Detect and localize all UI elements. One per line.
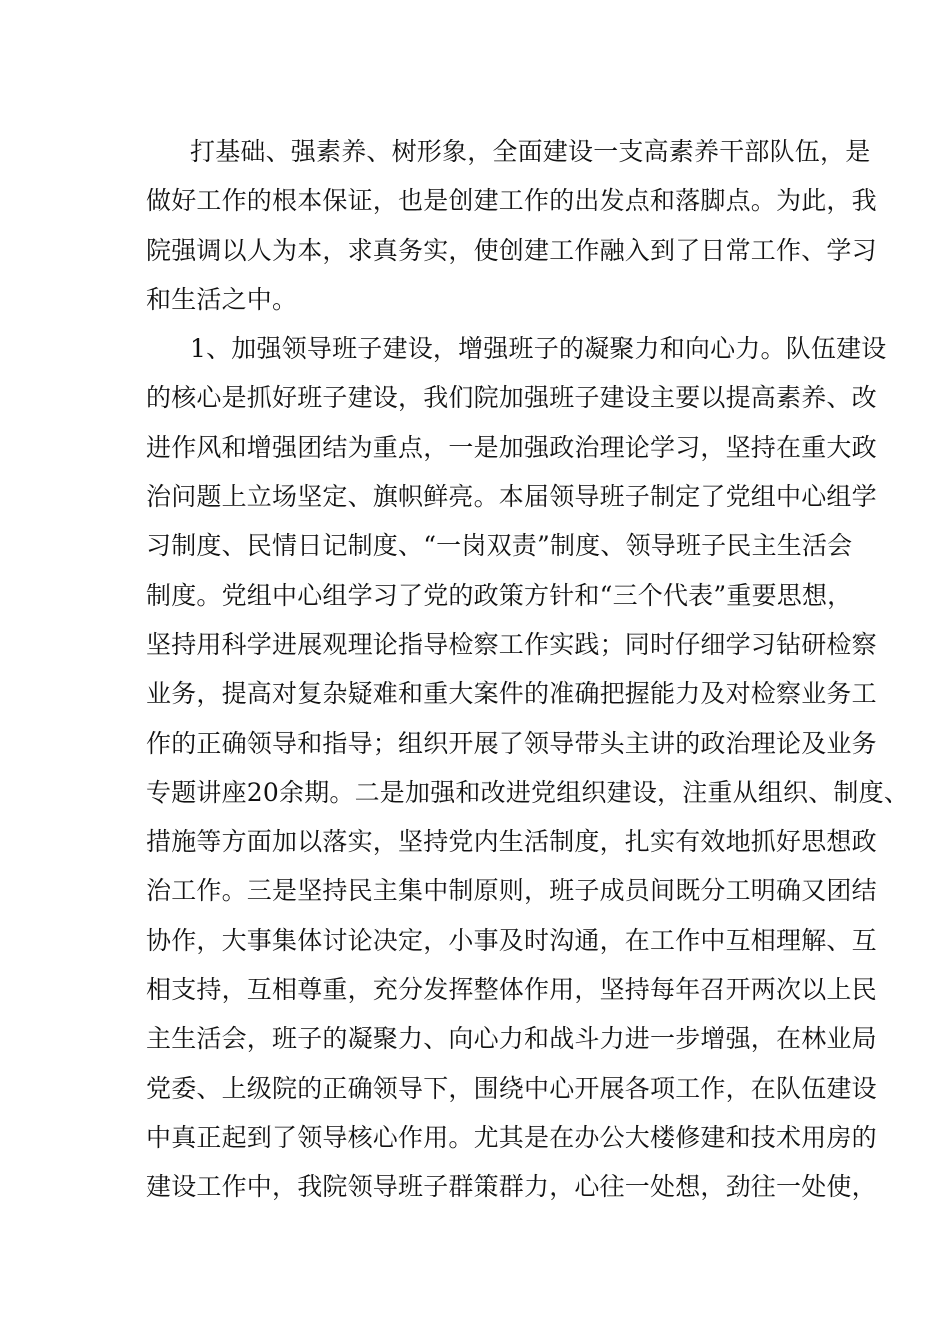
- text-line: 和生活之中。: [146, 284, 298, 314]
- text-line: 建设工作中，我院领导班子群策群力，心往一处想，劲往一处使，: [146, 1172, 877, 1202]
- text-line: 1、加强领导班子建设，增强班子的凝聚力和向心力。队伍建设: [190, 334, 887, 364]
- text-line: 坚持用科学进展观理论指导检察工作实践；同时仔细学习钻研检察: [146, 629, 877, 659]
- text-line: 的核心是抓好班子建设，我们院加强班子建设主要以提高素养、改: [146, 383, 877, 413]
- text-line: 专题讲座20余期。二是加强和改进党组织建设，注重从组织、制度、: [146, 777, 910, 807]
- text-line: 进作风和增强团结为重点，一是加强政治理论学习，坚持在重大政: [146, 432, 877, 462]
- paragraph-intro: [146, 127, 877, 324]
- text-line: 相支持，互相尊重，充分发挥整体作用，坚持每年召开两次以上民: [146, 975, 877, 1005]
- text-line: 作的正确领导和指导；组织开展了领导带头主讲的政治理论及业务: [146, 728, 877, 758]
- text-line: 制度。党组中心组学习了党的政策方针和“三个代表”重要思想，: [146, 580, 853, 610]
- text-line: 党委、上级院的正确领导下，围绕中心开展各项工作，在队伍建设: [146, 1073, 877, 1103]
- text-line: 习制度、民情日记制度、“一岗双责”制度、领导班子民主生活会: [146, 531, 853, 561]
- text-line: 做好工作的根本保证，也是创建工作的出发点和落脚点。为此，我: [146, 186, 877, 216]
- text-line: 院强调以人为本，求真务实，使创建工作融入到了日常工作、学习: [146, 235, 877, 265]
- text-line: 业务，提高对复杂疑难和重大案件的准确把握能力及对检察业务工: [146, 679, 877, 709]
- text-line: 治工作。三是坚持民主集中制原则，班子成员间既分工明确又团结: [146, 876, 877, 906]
- text-line: 措施等方面加以落实，坚持党内生活制度，扎实有效地抓好思想政: [146, 827, 877, 857]
- text-line: 打基础、强素养、树形象，全面建设一支高素养干部队伍，是: [190, 137, 871, 166]
- text-line: 治问题上立场坚定、旗帜鲜亮。本届领导班子制定了党组中心组学: [146, 482, 877, 512]
- document-body: [146, 127, 910, 1212]
- text-line: 主生活会，班子的凝聚力、向心力和战斗力进一步增强，在林业局: [146, 1024, 877, 1054]
- text-line: 协作，大事集体讨论决定，小事及时沟通，在工作中互相理解、互: [146, 925, 877, 955]
- text-line: 中真正起到了领导核心作用。尤其是在办公大楼修建和技术用房的: [146, 1122, 877, 1152]
- paragraph-leadership: [146, 324, 910, 1211]
